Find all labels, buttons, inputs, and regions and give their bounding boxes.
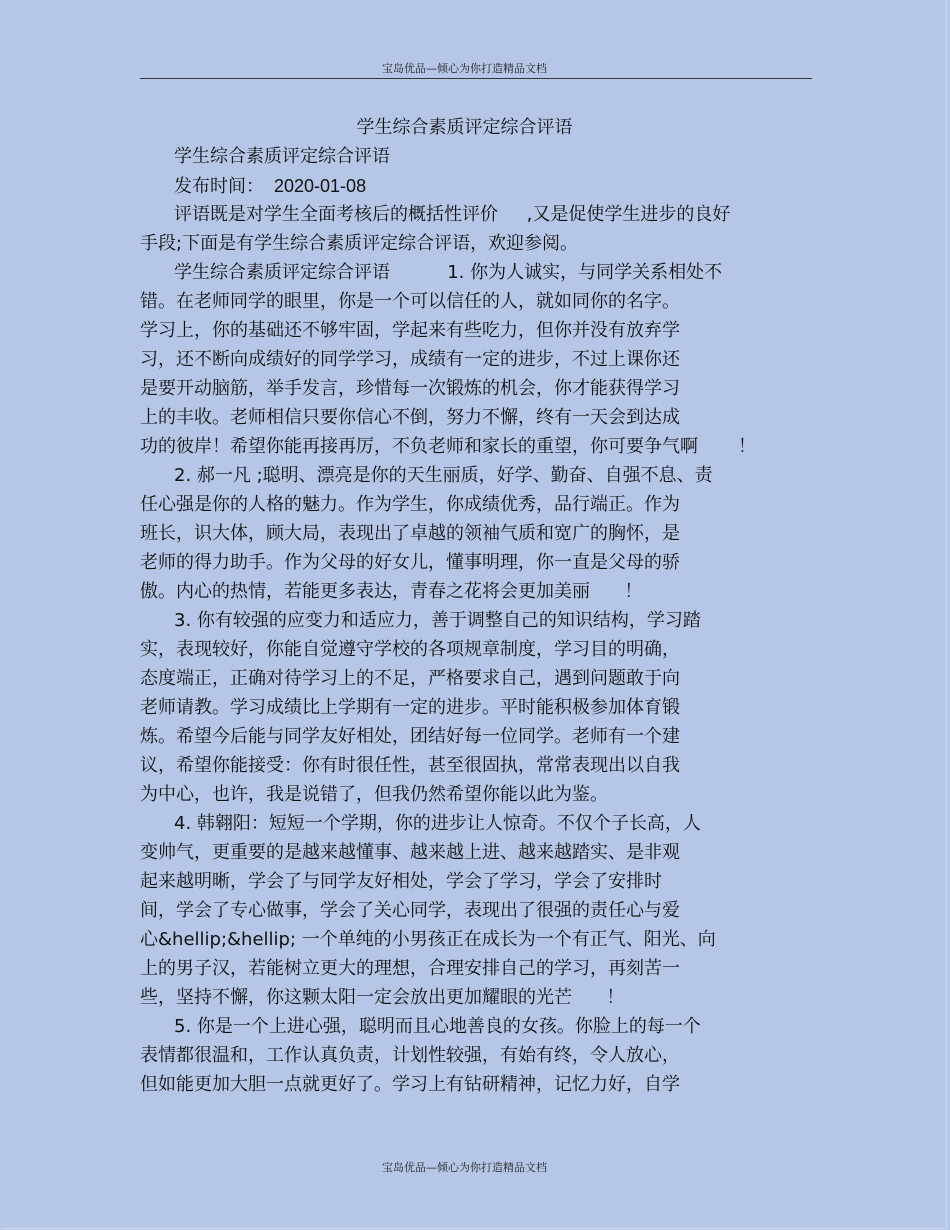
text-line: 态度端正，正确对待学习上的不足，严格要求自己，遇到问题敢于向 (140, 668, 680, 689)
subtitle-line: 学生综合素质评定综合评语 (174, 146, 390, 167)
text-line: 功的彼岸！希望你能再接再厉，不负老师和家长的重望，你可要争气啊 ！ (140, 436, 757, 457)
text-line: 起来越明晰，学会了与同学友好相处，学会了学习，学会了安排时 (140, 871, 662, 892)
page (2, 0, 947, 1229)
text-line: 实，表现较好，你能自觉遵守学校的各项规章制度，学习目的明确， (140, 639, 680, 660)
text-line: 表情都很温和，工作认真负责，计划性较强，有始有终，令人放心， (140, 1045, 680, 1066)
text-line: 班长，识大体，顾大局，表现出了卓越的领袖气质和宽广的胸怀，是 (140, 523, 680, 544)
text-line: 2. 郝一凡 ;聪明、漂亮是你的天生丽质，好学、勤奋、自强不息、责 (174, 465, 713, 486)
text-line: 上的男子汉，若能树立更大的理想，合理安排自己的学习，再刻苦一 (140, 958, 680, 979)
text-line: 老师的得力助手。作为父母的好女儿，懂事明理，你一直是父母的骄 (140, 552, 680, 573)
text-line: 学生综合素质评定综合评语 1. 你为人诚实，与同学关系相处不 (174, 262, 723, 283)
text-line: 4. 韩翱阳：短短一个学期，你的进步让人惊奇。不仅个子长高，人 (174, 813, 701, 834)
text-line: 但如能更加大胆一点就更好了。学习上有钻研精神，记忆力好，自学 (140, 1074, 680, 1095)
text-line: 是要开动脑筋，举手发言，珍惜每一次锻炼的机会，你才能获得学习 (140, 378, 680, 399)
text-line: 心&hellip;&hellip; 一个单纯的小男孩正在成长为一个有正气、阳光、向 (140, 929, 716, 950)
text-line: 错。在老师同学的眼里，你是一个可以信任的人，就如同你的名字。 (140, 291, 680, 312)
text-line: 为中心，也许，我是说错了，但我仍然希望你能以此为鉴。 (140, 784, 608, 805)
text-line: 炼。希望今后能与同学友好相处，团结好每一位同学。老师有一个建 (140, 726, 680, 747)
document-title: 学生综合素质评定综合评语 (356, 117, 573, 138)
text-line: 些，坚持不懈，你这颗太阳一定会放出更加耀眼的光芒 ！ (140, 987, 625, 1008)
text-line: 习，还不断向成绩好的同学学习，成绩有一定的进步，不过上课你还 (140, 349, 680, 370)
text-line: 5. 你是一个上进心强，聪明而且心地善良的女孩。你脸上的每一个 (174, 1016, 701, 1037)
text-line: 变帅气，更重要的是越来越懂事、越来越上进、越来越踏实、是非观 (140, 842, 680, 863)
text-line: 手段;下面是有学生综合素质评定综合评语，欢迎参阅。 (140, 233, 579, 254)
page-header: 宝岛优品—倾心为你打造精品文档 (382, 62, 547, 75)
text-line: 学习上，你的基础还不够牢固，学起来有些吃力，但你并没有放弃学 (140, 320, 680, 341)
text-line: 3. 你有较强的应变力和适应力，善于调整自己的知识结构，学习踏 (174, 610, 701, 631)
header-divider (140, 78, 812, 79)
text-line: 评语既是对学生全面考核后的概括性评价 ,又是促使学生进步的良好 (174, 204, 731, 225)
text-line: 上的丰收。老师相信只要你信心不倒，努力不懈，终有一天会到达成 (140, 407, 680, 428)
text-line: 任心强是你的人格的魅力。作为学生，你成绩优秀，品行端正。作为 (140, 494, 680, 515)
text-line: 老师请教。学习成绩比上学期有一定的进步。平时能积极参加体育锻 (140, 697, 680, 718)
text-line: 间，学会了专心做事，学会了关心同学，表现出了很强的责任心与爱 (140, 900, 680, 921)
text-line: 议，希望你能接受：你有时很任性，甚至很固执，常常表现出以自我 (140, 755, 680, 776)
text-line: 傲。内心的热情，若能更多表达，青春之花将会更加美丽 ！ (140, 581, 643, 602)
publish-date-line: 发布时间： 2020-01-08 (174, 176, 367, 196)
page-footer: 宝岛优品—倾心为你打造精品文档 (382, 1161, 547, 1174)
